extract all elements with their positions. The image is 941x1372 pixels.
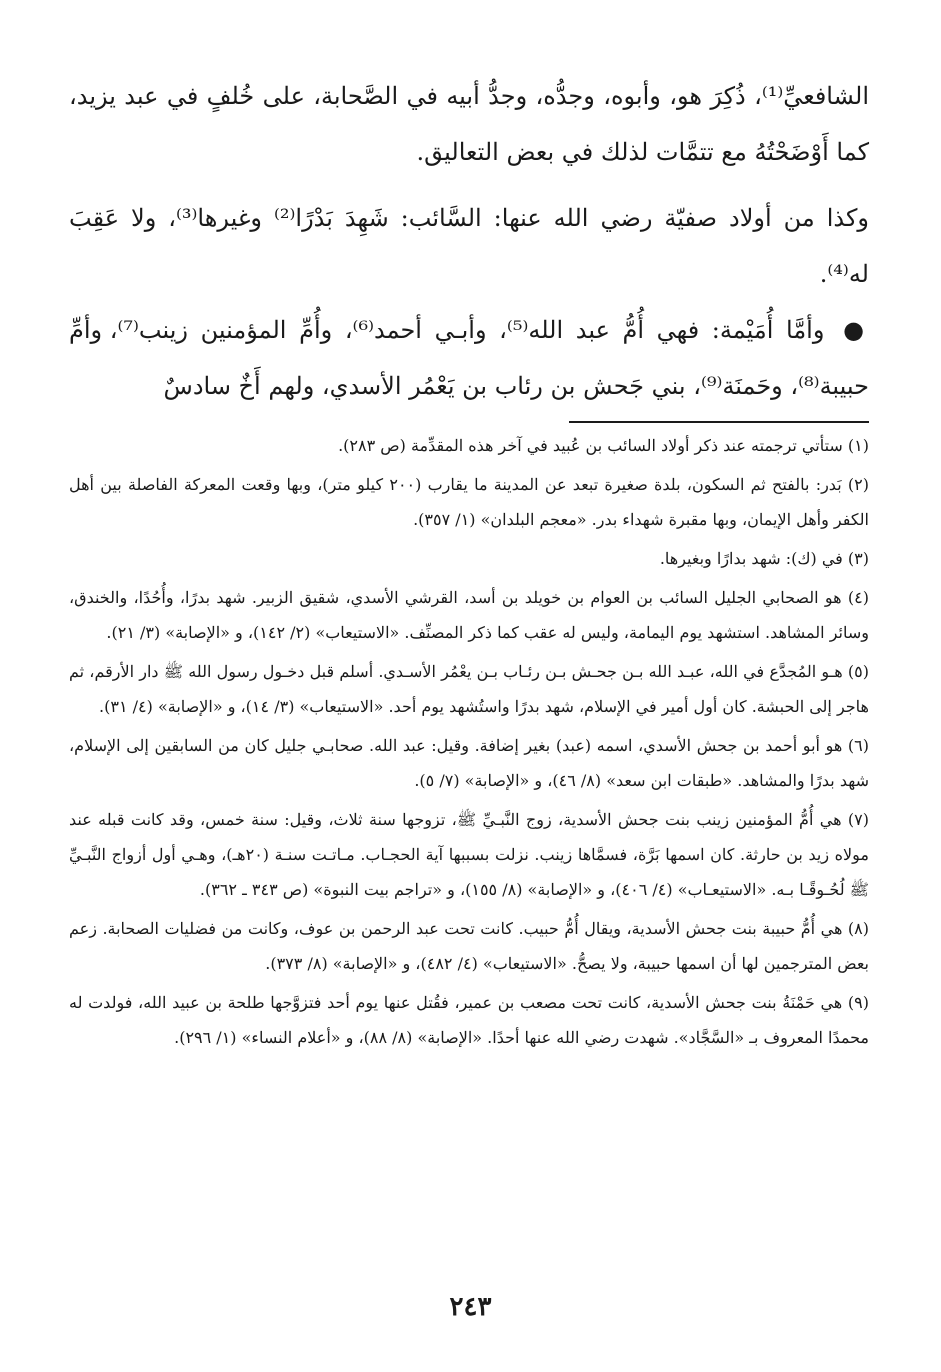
footnotes-section	[69, 428, 869, 1059]
body-paragraph-3	[69, 302, 869, 414]
footnote-7: (٧) هي أُمُّ المؤمنين زينب بنت جحش الأسدية، زوج النَّبـيِّ ﷺ، تزوجها سنة ثلاث، وقيل: سنة خمس، وقد كانت قبله عند مولاه زيد بن حارثة. كان اسمها بَرَّة، فسمَّاها زينب. نزلت بسببها آية الحجـاب. مـاتـت سنـة (٢٠هـ)، وهـي أول أزواج النَّبـيِّ ﷺ لُحُـوقًـا بـه. «الاستيعـاب» (٤/ ٤٠٦)، و «الإصابة» (٨/ ١٥٥)، و «تراجم بيت النبوة» (ص ٣٤٣ ـ ٣٦٢).	[69, 810, 869, 899]
footnote-4: (٤) هو الصحابي الجليل السائب بن العوام بن خويلد بن أسد، القرشي الأسدي، شقيق الزبير. شهد بدرًا، وأُحُدًا، والخندق، وسائر المشاهد. استشهد يوم اليمامة، وليس له عقب كما ذكر المصنِّف. «الاستيعاب» (٢/ ١٤٢)، و «الإصابة» (٣/ ٢١).	[69, 588, 870, 642]
footnote-1: (١) ستأتي ترجمته عند ذكر أولاد السائب بن عُبيد في آخر هذه المقدِّمة (ص ٢٨٣).	[338, 436, 869, 455]
footnote-5: (٥) هـو المُجدَّع في الله، عبـد الله بـن جحـش بـن رئـاب بـن يعْمُر الأسـدي. أسلم قبل دخـول رسول الله ﷺ دار الأرقم، ثم هاجر إلى الحبشة. كان أول أمير في الإسلام، شهد بدرًا واستُشهد يوم أحد. «الاستيعاب» (٣/ ١٤)، و «الإصابة» (٤/ ٣١).	[69, 662, 870, 716]
body-paragraph-2: وكذا من أولاد صفيّة رضي الله عنها: السَّائب: شَهِدَ بَدْرًا⁽²⁾ وغيرها⁽³⁾، ولا عَقِبَ له⁽⁴⁾.	[69, 204, 869, 288]
footnote-3: (٣) في (ك): شهد بدارًا وبغيرها.	[659, 549, 869, 568]
footnote-9: (٩) هي حَمْنَةُ بنت جحش الأسدية، كانت تحت مصعب بن عمير، فقُتل عنها يوم أحد فتزوَّجها طلحة بن عبيد الله، فولدت له محمدًا المعروف بـ «السَّجَّاد». شهدت رضي الله عنها أحدًا. «الإصابة» (٨/ ٨٨)، و «أعلام النساء» (١/ ٢٩٦).	[69, 993, 869, 1047]
page-number: ٢٤٣	[449, 1292, 492, 1322]
body-paragraph-3-text: وأمَّا أُمَيْمة: فهي أُمُّ عبد الله⁽⁵⁾، وأبـي أحمد⁽⁶⁾، وأُمِّ المؤمنين زينب⁽⁷⁾، وأمِّ حبيبة⁽⁸⁾، وحَمنَة⁽⁹⁾، بني جَحش بن رئاب بن يَعْمُر الأسدي، ولهم أَخٌ سادسٌ	[69, 316, 869, 400]
footnote-divider	[569, 421, 869, 423]
footnote-6: (٦) هو أبو أحمد بن جحش الأسدي، اسمه (عبد) بغير إضافة. وقيل: عبد الله. صحابـي جليل كان من السابقين إلى الإسلام، شهد بدرًا والمشاهد. «طبقات ابن سعد» (٨/ ٤٦)، و «الإصابة» (٧/ ٥).	[69, 736, 869, 790]
bullet-icon: ●	[843, 315, 870, 344]
footnote-8: (٨) هي أُمُّ حبيبة بنت جحش الأسدية، ويقال أُمُّ حبيب. كانت تحت عبد الرحمن بن عوف، وكانت من فضليات الصحابة. زعم بعض المترجمين لها أن اسمها حبيبة، ولا يصحُّ. «الاستيعاب» (٤/ ٤٨٢)، و «الإصابة» (٨/ ٣٧٣).	[69, 919, 869, 973]
footnote-2: (٢) بَدر: بالفتح ثم السكون، بلدة صغيرة تبعد عن المدينة ما يقارب (٢٠٠ كيلو متر)، وبها وقعت المعركة الفاصلة بين أهل الكفر وأهل الإيمان، وبها مقبرة شهداء بدر. «معجم البلدان» (١/ ٣٥٧).	[69, 475, 869, 529]
body-paragraph-1: الشافعيِّ⁽¹⁾، ذُكِرَ هو، وأبوه، وجدُّه، وجدُّ أبيه في الصَّحابة، على خُلفٍ في عبد يزيد، كما أَوْضَحْتُهُ مع تتمَّات لذلك في بعض التعاليق.	[69, 82, 869, 166]
